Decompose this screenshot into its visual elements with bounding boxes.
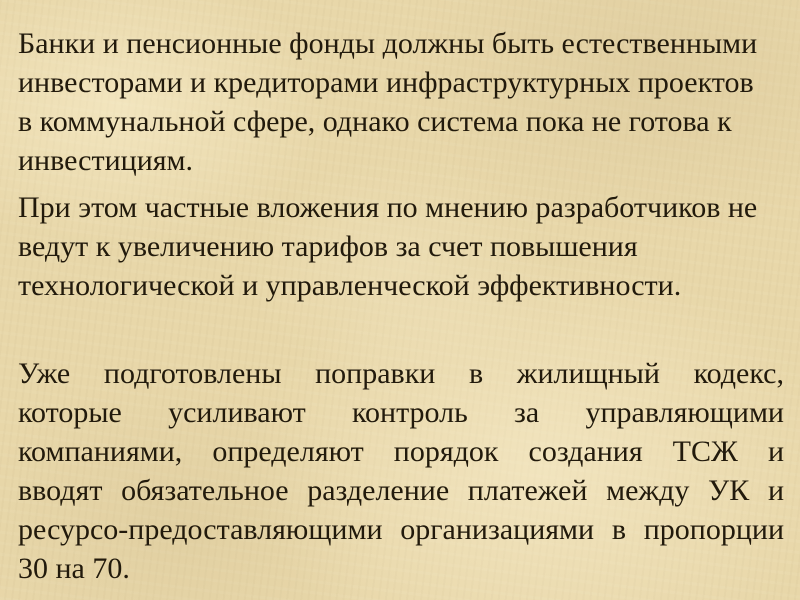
text-line: ведут к увеличению тарифов за счет повышения — [18, 230, 638, 263]
paragraph-banks-investors — [18, 24, 784, 180]
text-line: Банки и пенсионные фонды должны быть естественными — [18, 27, 758, 60]
text-line: технологической и управленческой эффективности. — [18, 269, 682, 302]
text-line: вводят обязательное разделение платежей между УК и — [18, 474, 784, 507]
text-line: инвестициям. — [18, 144, 194, 177]
text-line: инвесторами и кредиторами инфраструктурных проектов — [18, 66, 754, 99]
paragraph-private-investments — [18, 188, 784, 305]
text-line: в коммунальной сфере, однако система пока не готова к — [18, 105, 732, 138]
text-line: компаниями, определяют порядок создания ТСЖ и — [18, 435, 784, 468]
text-line: которые усиливают контроль за управляющими — [18, 396, 784, 429]
slide-text-block — [18, 24, 784, 588]
text-line: Уже подготовлены поправки в жилищный кодекс, — [18, 357, 784, 390]
text-line: 30 на 70. — [18, 552, 130, 585]
paragraph-housing-code-amendments — [18, 354, 784, 588]
text-line: ресурсо-предоставляющими организациями в пропорции — [18, 513, 784, 546]
text-line: При этом частные вложения по мнению разработчиков не — [18, 191, 758, 224]
